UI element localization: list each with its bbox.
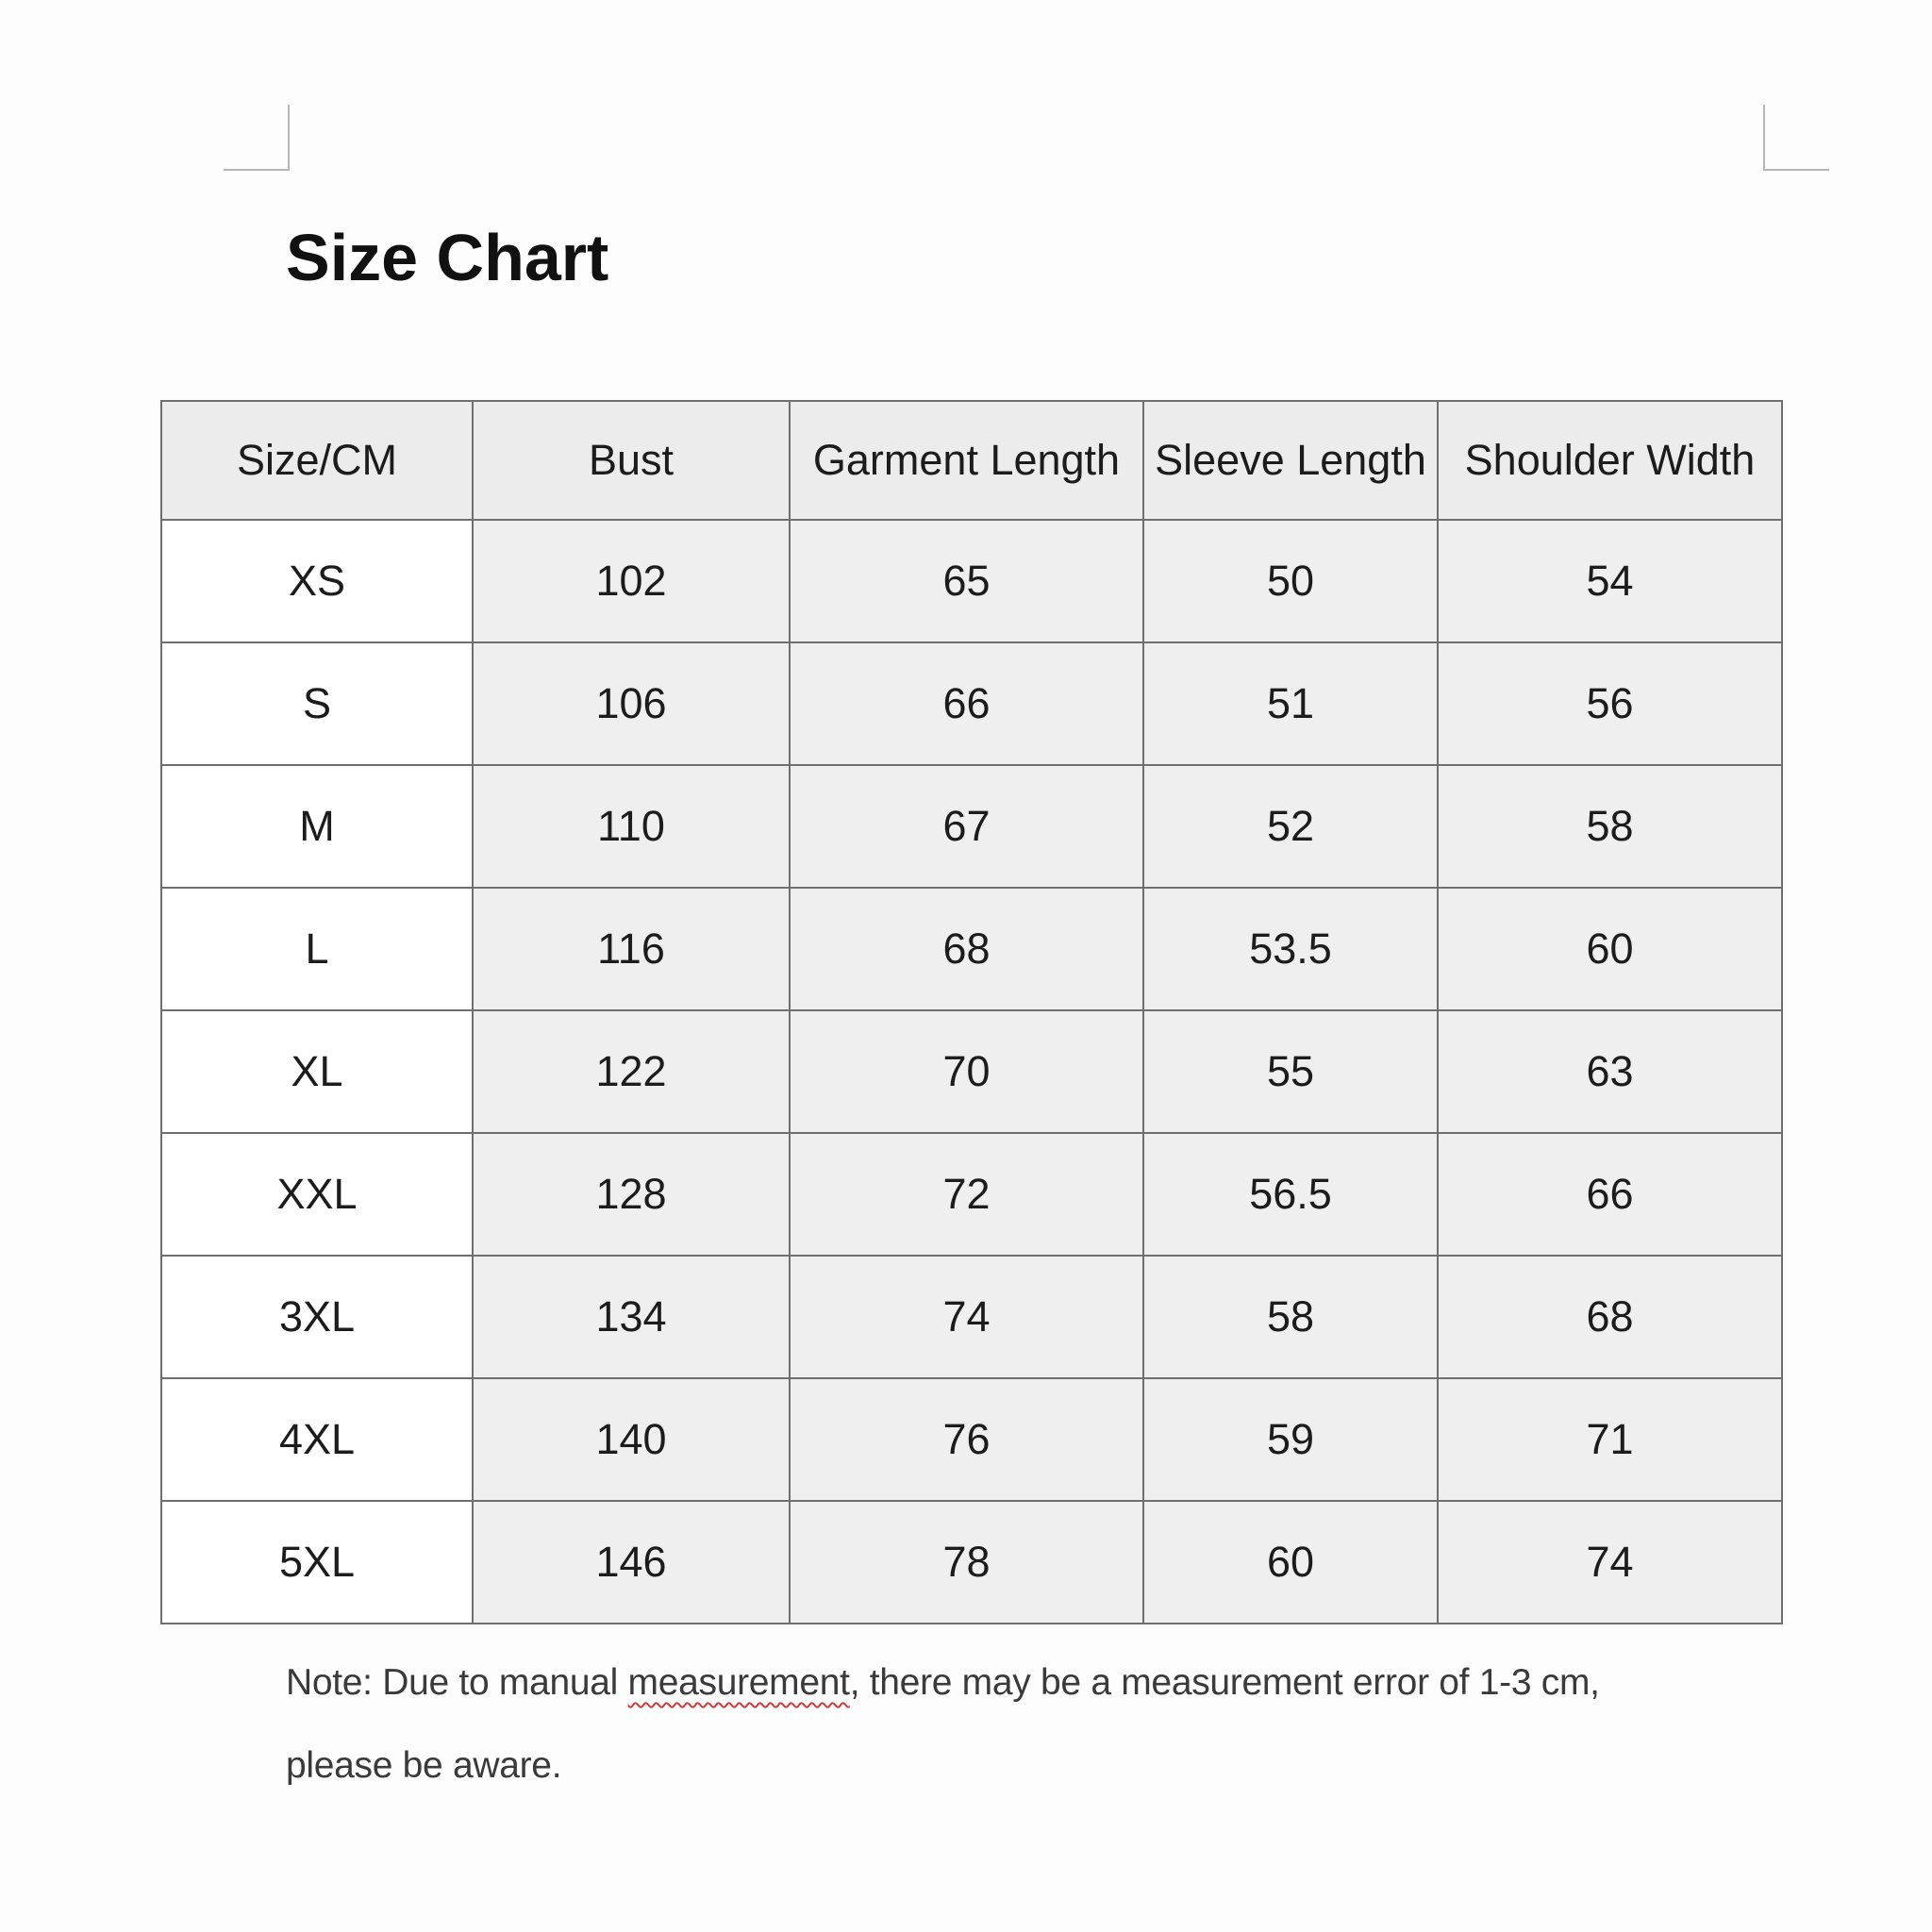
table-row bbox=[161, 888, 1782, 1010]
measurement-cell: 76 bbox=[790, 1378, 1143, 1501]
measurement-cell: 60 bbox=[1438, 888, 1782, 1010]
measurement-cell: 72 bbox=[790, 1133, 1143, 1256]
size-label-cell: M bbox=[161, 765, 473, 888]
measurement-cell: 51 bbox=[1143, 642, 1438, 765]
size-label-cell: 4XL bbox=[161, 1378, 473, 1501]
measurement-cell: 122 bbox=[473, 1010, 790, 1133]
size-chart-table bbox=[160, 400, 1783, 1624]
table-row bbox=[161, 1133, 1782, 1256]
measurement-cell: 66 bbox=[790, 642, 1143, 765]
measurement-cell: 67 bbox=[790, 765, 1143, 888]
table-row bbox=[161, 1256, 1782, 1378]
size-label-cell: XS bbox=[161, 520, 473, 642]
measurement-note bbox=[286, 1641, 1757, 1807]
page-title: Size Chart bbox=[286, 221, 609, 294]
measurement-cell: 74 bbox=[790, 1256, 1143, 1378]
measurement-cell: 78 bbox=[790, 1501, 1143, 1624]
measurement-cell: 106 bbox=[473, 642, 790, 765]
measurement-cell: 68 bbox=[790, 888, 1143, 1010]
measurement-cell: 140 bbox=[473, 1378, 790, 1501]
measurement-cell: 146 bbox=[473, 1501, 790, 1624]
table-row bbox=[161, 642, 1782, 765]
measurement-cell: 55 bbox=[1143, 1010, 1438, 1133]
measurement-cell: 58 bbox=[1438, 765, 1782, 888]
measurement-cell: 50 bbox=[1143, 520, 1438, 642]
measurement-cell: 134 bbox=[473, 1256, 790, 1378]
measurement-cell: 71 bbox=[1438, 1378, 1782, 1501]
measurement-cell: 128 bbox=[473, 1133, 790, 1256]
header-row bbox=[161, 401, 1782, 520]
measurement-cell: 54 bbox=[1438, 520, 1782, 642]
measurement-cell: 56 bbox=[1438, 642, 1782, 765]
column-header: Size/CM bbox=[161, 401, 473, 520]
size-label-cell: 3XL bbox=[161, 1256, 473, 1378]
size-label-cell: L bbox=[161, 888, 473, 1010]
size-label-cell: 5XL bbox=[161, 1501, 473, 1624]
measurement-cell: 74 bbox=[1438, 1501, 1782, 1624]
measurement-cell: 53.5 bbox=[1143, 888, 1438, 1010]
table-body bbox=[161, 520, 1782, 1624]
measurement-cell: 56.5 bbox=[1143, 1133, 1438, 1256]
measurement-cell: 66 bbox=[1438, 1133, 1782, 1256]
measurement-cell: 58 bbox=[1143, 1256, 1438, 1378]
column-header: Garment Length bbox=[790, 401, 1143, 520]
table-row bbox=[161, 1010, 1782, 1133]
column-header: Shoulder Width bbox=[1438, 401, 1782, 520]
spellcheck-flagged-word[interactable]: measurement bbox=[627, 1662, 850, 1703]
page-corner-mark-top-right bbox=[1763, 105, 1829, 171]
table-row bbox=[161, 1501, 1782, 1624]
measurement-cell: 116 bbox=[473, 888, 790, 1010]
measurement-cell: 60 bbox=[1143, 1501, 1438, 1624]
size-label-cell: XXL bbox=[161, 1133, 473, 1256]
page-corner-mark-top-left bbox=[224, 105, 290, 171]
table-row bbox=[161, 765, 1782, 888]
note-text-start: Note: Due to manual bbox=[286, 1662, 628, 1703]
note-text-line2: please be aware. bbox=[286, 1745, 562, 1786]
measurement-cell: 63 bbox=[1438, 1010, 1782, 1133]
measurement-cell: 70 bbox=[790, 1010, 1143, 1133]
column-header: Bust bbox=[473, 401, 790, 520]
measurement-cell: 65 bbox=[790, 520, 1143, 642]
measurement-cell: 110 bbox=[473, 765, 790, 888]
measurement-cell: 59 bbox=[1143, 1378, 1438, 1501]
measurement-cell: 68 bbox=[1438, 1256, 1782, 1378]
measurement-cell: 102 bbox=[473, 520, 790, 642]
note-text-end: , there may be a measurement error of 1-3 cm, bbox=[849, 1662, 1600, 1703]
table-row bbox=[161, 520, 1782, 642]
table-row bbox=[161, 1378, 1782, 1501]
size-label-cell: S bbox=[161, 642, 473, 765]
table-header bbox=[161, 401, 1782, 520]
size-label-cell: XL bbox=[161, 1010, 473, 1133]
measurement-cell: 52 bbox=[1143, 765, 1438, 888]
column-header: Sleeve Length bbox=[1143, 401, 1438, 520]
